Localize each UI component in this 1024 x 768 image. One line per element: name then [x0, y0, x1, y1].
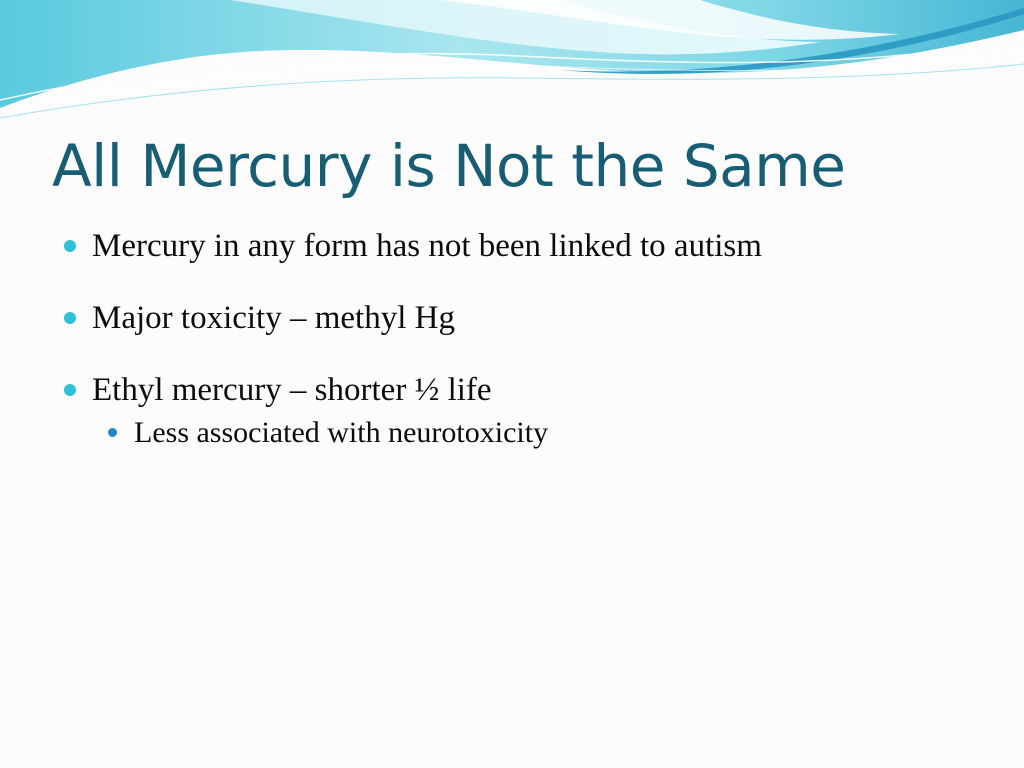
bullet-item: [60, 296, 1000, 340]
bullet-dot-icon: [64, 240, 76, 252]
bullet-item: [60, 224, 1000, 268]
bullet-text: Major toxicity – methyl Hg: [92, 300, 455, 336]
slide-title: All Mercury is Not the Same: [52, 132, 846, 200]
bullet-dot-icon: [64, 312, 76, 324]
bullet-list: [60, 224, 1000, 452]
sub-bullet-dot-icon: [108, 428, 117, 437]
bullet-item: [60, 368, 1000, 412]
bullet-text: Mercury in any form has not been linked to autism: [92, 228, 762, 264]
sub-bullet-item: [60, 414, 1000, 452]
bullet-text: Ethyl mercury – shorter ½ life: [92, 372, 492, 408]
header-wave-decoration: [0, 0, 1024, 130]
sub-bullet-text: Less associated with neurotoxicity: [134, 416, 549, 449]
bullet-dot-icon: [64, 384, 76, 396]
